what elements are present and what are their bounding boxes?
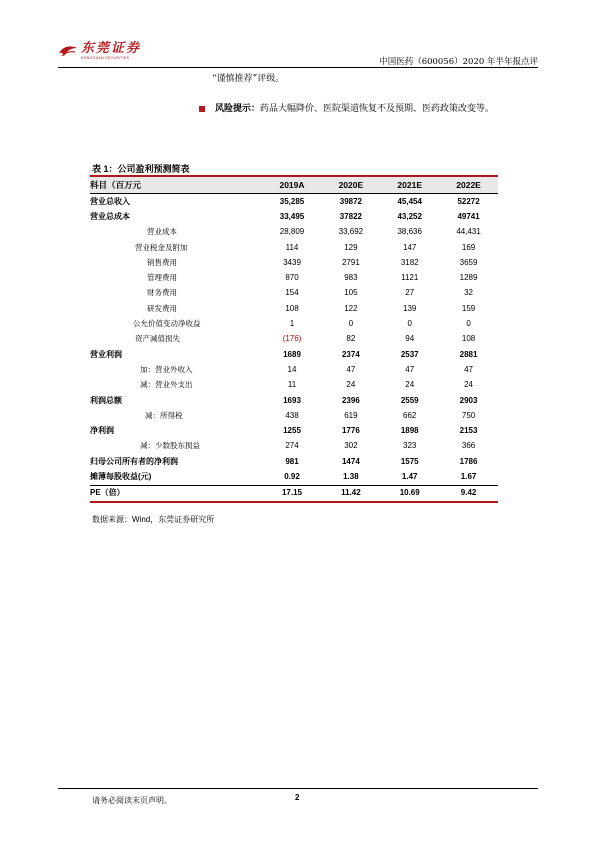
table-cell: 28,809 — [279, 227, 305, 237]
table-cell: 662 — [403, 410, 417, 420]
row-label: 公允价值变动净收益 — [133, 319, 201, 329]
table-header-row — [90, 176, 498, 194]
table-cell: 3659 — [459, 257, 478, 267]
table-cell: 35,285 — [279, 196, 305, 206]
table-row — [90, 194, 498, 210]
table-cell: 94 — [405, 334, 415, 344]
table-row — [90, 378, 498, 393]
table-title: 表 1：公司盈利预测简表 — [92, 164, 190, 174]
table-row — [90, 225, 498, 240]
table-cell: 1575 — [400, 456, 419, 466]
table-row — [90, 454, 498, 469]
table-cell: 0.92 — [284, 471, 300, 481]
earnings-forecast-table — [90, 175, 498, 503]
row-label: 管理费用 — [147, 273, 177, 283]
table-cell: 105 — [344, 288, 358, 298]
table-cell: 10.69 — [380, 485, 439, 502]
logo-subtext: DONGGUAN SECURITIES — [81, 56, 130, 60]
table-cell: 39872 — [339, 196, 362, 206]
header-cell: 2021E — [380, 176, 439, 194]
row-label: 加：营业外收入 — [140, 364, 193, 374]
table-cell: 1689 — [283, 349, 301, 359]
table-cell: 750 — [461, 410, 476, 420]
header-cell: 2019A — [263, 176, 322, 194]
table-cell: 14 — [287, 364, 297, 374]
table-row — [90, 469, 498, 485]
table-cell: 2153 — [459, 426, 478, 436]
disclaimer-note: 请务必阅读末页声明。 — [92, 796, 172, 805]
table-cell: 24 — [464, 380, 474, 390]
table-cell: 17.15 — [263, 485, 322, 502]
row-label: 减：所得税 — [145, 410, 183, 420]
logo-text: 东莞证券 — [81, 41, 142, 56]
row-label: 营业总收入 — [90, 196, 130, 206]
table-cell: 24 — [346, 380, 356, 390]
table-cell: 2559 — [400, 395, 419, 405]
table-cell: 2537 — [400, 349, 419, 359]
table-cell: 3439 — [283, 257, 301, 267]
table-cell: 38,636 — [397, 227, 422, 237]
table-cell: 129 — [344, 242, 358, 252]
table-cell: 43,252 — [397, 211, 422, 221]
table-cell: 302 — [344, 441, 358, 451]
page-number: 2 — [295, 793, 300, 802]
table-cell: 47 — [346, 364, 356, 374]
header-cell: 2022E — [439, 176, 498, 194]
table-cell: 1.47 — [401, 471, 418, 481]
table-cell: 1289 — [459, 273, 478, 283]
table-cell: 11 — [287, 380, 297, 390]
table-row — [90, 240, 498, 255]
table-cell: 3182 — [400, 257, 419, 267]
continued-paragraph: “谨慎推荐”评级。 — [212, 74, 285, 84]
table-cell: 27 — [405, 288, 415, 298]
row-label: 营业成本 — [147, 227, 177, 237]
risk-text: 药品大幅降价、医院渠道恢复不及预期、医药政策改变等。 — [260, 104, 495, 114]
table-cell: 870 — [285, 273, 299, 283]
table-cell: 1.67 — [460, 471, 477, 481]
table-cell: 47 — [464, 364, 474, 374]
table-cell: 366 — [461, 441, 476, 451]
row-label: 营业总成本 — [90, 211, 130, 221]
table-cell: 37822 — [339, 211, 362, 221]
header-cell: 科目（百万元 — [90, 176, 263, 194]
table-row — [90, 209, 498, 224]
row-label: 资产减值损失 — [135, 334, 180, 344]
table-cell: 2881 — [459, 349, 478, 359]
table-row — [90, 286, 498, 301]
row-label: 销售费用 — [147, 257, 177, 267]
table-row — [90, 347, 498, 362]
table-cell: 1898 — [400, 426, 419, 436]
table-row — [90, 362, 498, 377]
table-row — [90, 270, 498, 285]
table-cell: 32 — [464, 288, 474, 298]
table-cell: 1474 — [341, 456, 360, 466]
table-row — [90, 316, 498, 331]
header-divider — [58, 67, 538, 68]
header-cell: 2020E — [321, 176, 380, 194]
table-cell: 2903 — [459, 395, 478, 405]
table-cell: 274 — [285, 441, 299, 451]
table-cell: 1.38 — [343, 471, 359, 481]
table-cell: 1 — [289, 319, 295, 329]
table-cell: 45,454 — [397, 196, 422, 206]
table-row — [90, 439, 498, 454]
footer-divider — [58, 788, 538, 789]
table-cell: 159 — [461, 303, 476, 313]
table-cell: 49741 — [457, 211, 480, 221]
table-cell: 2396 — [341, 395, 360, 405]
table-cell: 323 — [403, 441, 417, 451]
table-cell: 47 — [405, 364, 415, 374]
table-cell: 147 — [403, 242, 417, 252]
table-cell: 983 — [344, 273, 358, 283]
logo-mark-icon — [58, 44, 78, 58]
table-cell: 1786 — [459, 456, 478, 466]
table-cell: 0 — [407, 319, 412, 329]
row-label: 利润总额 — [90, 395, 122, 405]
table-cell-negative: (176) — [282, 334, 302, 344]
data-source-note: 数据来源：Wind，东莞证券研究所 — [92, 515, 215, 524]
table-cell: 108 — [285, 303, 299, 313]
row-label: 营业利润 — [90, 349, 122, 359]
table-cell: 108 — [461, 334, 476, 344]
risk-warning — [199, 101, 494, 114]
row-label: 减：少数股东损益 — [140, 441, 200, 451]
report-title: 中国医药（600056）2020 年半年报点评 — [379, 57, 538, 67]
table-cell: 169 — [461, 242, 476, 252]
risk-label: 风险提示： — [215, 104, 261, 114]
row-label: PE（倍） — [90, 485, 263, 502]
table-cell: 114 — [285, 242, 299, 252]
table-cell: 139 — [403, 303, 417, 313]
table-cell: 0 — [466, 319, 471, 329]
table-cell: 154 — [285, 288, 299, 298]
row-label: 减：营业外支出 — [140, 380, 193, 390]
table-cell: 82 — [346, 334, 356, 344]
table-cell: 24 — [405, 380, 415, 390]
row-label: 净利润 — [90, 426, 114, 436]
table-cell: 438 — [285, 410, 299, 420]
table-cell: 33,495 — [279, 211, 305, 221]
table-row — [90, 255, 498, 270]
table-cell: 44,431 — [456, 227, 481, 237]
table-row — [90, 408, 498, 423]
row-label: 研发费用 — [147, 303, 177, 313]
table-cell: 52272 — [457, 196, 480, 206]
table-row — [90, 393, 498, 408]
row-label: 摊薄每股收益(元) — [90, 471, 152, 481]
table-cell: 9.42 — [439, 485, 498, 502]
table-cell: 0 — [348, 319, 354, 329]
company-logo — [58, 42, 141, 60]
table-cell: 33,692 — [338, 227, 364, 237]
row-label: 营业税金及附加 — [135, 242, 188, 252]
table-cell: 619 — [344, 410, 358, 420]
table-cell: 11.42 — [321, 485, 380, 502]
table-cell: 981 — [285, 456, 299, 466]
table-cell: 122 — [344, 303, 358, 313]
table-cell: 1776 — [341, 426, 360, 436]
table-cell: 1255 — [283, 426, 301, 436]
table-row — [90, 332, 498, 347]
table-cell: 1693 — [283, 395, 301, 405]
bullet-square-icon — [199, 106, 205, 112]
table-cell: 1121 — [401, 273, 419, 283]
table-row — [90, 301, 498, 316]
row-label: 归母公司所有者的净利润 — [90, 456, 178, 466]
table-row — [90, 485, 498, 502]
table-cell: 2791 — [341, 257, 360, 267]
table-row — [90, 423, 498, 438]
row-label: 财务费用 — [147, 288, 177, 298]
table-cell: 2374 — [341, 349, 360, 359]
